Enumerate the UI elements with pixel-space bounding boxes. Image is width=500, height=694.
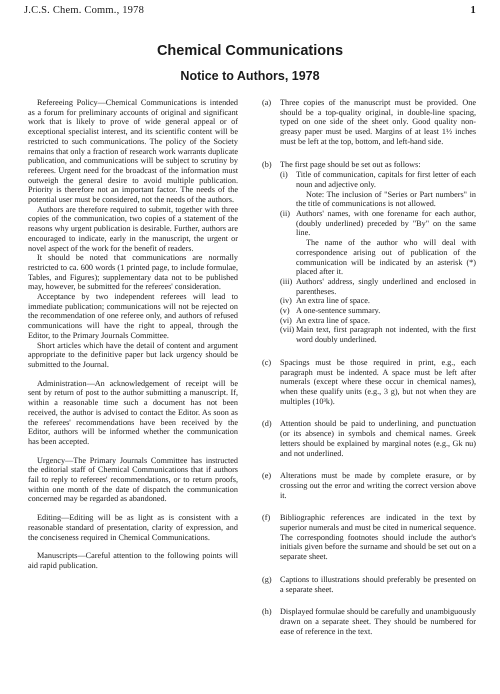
item-text: Attention should be paid to underlining, and punctuation (or its absence) in symbols and chemical names. Greek letters should be explained by marginal notes (e.g., Gk nu) and not underlined. bbox=[280, 419, 476, 458]
list-item-g bbox=[262, 575, 476, 594]
sub-item-vii bbox=[280, 325, 476, 344]
sub-item-text: Authors' names, with one forename for each author, (doubly underlined) preceded by "By" on the same line. bbox=[296, 209, 476, 238]
page-title: Chemical Communications bbox=[156, 43, 344, 59]
sub-item-v bbox=[280, 306, 476, 316]
list-item-e bbox=[262, 471, 476, 500]
item-text: Three copies of the manuscript must be provided. One should be a top-quality original, in double-line spacing, typed on one side of the sheet only. Good quality non-greasy paper must be used. Margins of at least 1½ inches must be left at the top, bottom, and left-hand side. bbox=[280, 98, 476, 146]
acceptance-paragraph: Acceptance by two independent referees will lead to immediate publication; communications will not be rejected on the recommendation of one referee only, and authors of refused communications will have the right to appeal, through the Editor, to the Primary Journals Committee. bbox=[28, 292, 238, 340]
sub-item-number: (vii) bbox=[280, 325, 295, 335]
sub-item-note: Note: The inclusion of "Series or Part numbers" in the title of communications is not allowed. bbox=[296, 189, 476, 209]
right-column bbox=[262, 98, 476, 636]
journal-citation: J.C.S. Chem. Comm., 1978 bbox=[24, 5, 145, 16]
item-label: (f) bbox=[262, 513, 271, 523]
authors-requirements-paragraph: Authors are therefore required to submit, together with three copies of the communication, two copies of a statement of the reasons why urgent publication is desirable. Further, authors are encouraged to indicate, early in the manuscript, the urgent or novel aspect of the work for the benefit of readers. bbox=[28, 204, 238, 253]
running-header bbox=[24, 5, 476, 19]
item-text: Captions to illustrations should preferably be presented on a separate sheet. bbox=[280, 574, 476, 594]
manuscripts-paragraph: Manuscripts—Careful attention to the following points will aid rapid publication. bbox=[28, 551, 238, 570]
sub-item-i bbox=[280, 170, 476, 209]
item-intro: The first page should be set out as follows: bbox=[280, 159, 421, 169]
list-item-d bbox=[262, 419, 476, 458]
list-item-f bbox=[262, 513, 476, 562]
sub-item-note: The name of the author who will deal with correspondence arising out of publication of the communication will be indicated by an asterisk (*) placed after it. bbox=[296, 238, 476, 277]
sub-item-iii bbox=[280, 277, 476, 296]
item-label: (c) bbox=[262, 357, 272, 367]
list-item-h bbox=[262, 607, 476, 636]
short-articles-paragraph: Short articles which have the detail of content and argument appropriate to the definitive paper but lack urgency should be submitted to the Journal. bbox=[28, 340, 238, 369]
item-label: (b) bbox=[262, 159, 272, 169]
sub-item-text: Authors' address, singly underlined and enclosed in parentheses. bbox=[296, 276, 476, 296]
item-label: (a) bbox=[262, 98, 272, 107]
item-text: Alterations must be made by complete erasure, or by crossing out the error and writing the correct version above it. bbox=[280, 471, 476, 500]
left-column bbox=[28, 98, 238, 571]
list-item-a bbox=[262, 98, 476, 147]
page-number: 1 bbox=[470, 5, 476, 16]
item-text: Bibliographic references are indicated in the text by superior numerals and must be cited in numerical sequence. The corresponding footnotes should include the author's initials given before the surname and should be set out on a separate sheet. bbox=[280, 513, 476, 562]
item-label: (h) bbox=[262, 607, 272, 617]
sub-item-vi bbox=[280, 316, 476, 326]
sub-item-number: (iv) bbox=[280, 296, 292, 306]
item-text: Spacings must be those required in print, e.g., each paragraph must be indented. A space must be left after numerals (except where these occur in chemical names), when these qualify units (e.g., 3 g), but not when they are multiples (10³k). bbox=[280, 357, 476, 406]
sub-item-number: (v) bbox=[280, 306, 290, 316]
sub-item-text: An extra line of space. bbox=[296, 296, 370, 306]
sub-item-iv bbox=[280, 296, 476, 306]
refereeing-policy-paragraph: Refereeing Policy—Chemical Communications is intended as a forum for preliminary accounts of original and significant work that is likely to prove of wide general appeal or of exceptional specialist interest, and its scientific content will be restricted to such communications. The policy of the Society remains that only a fraction of research work warrants duplicate publication, and communications will be subject to scrutiny by referees. Urgent need for the broadcast of the information must outweigh the general desire to avoid multiple publication. Priority is therefore not an important factor. The needs of the potential user must be considered, not the needs of the authors. bbox=[28, 98, 238, 205]
list-item-c bbox=[262, 358, 476, 407]
page-subtitle: Notice to Authors, 1978 bbox=[180, 69, 320, 83]
urgency-paragraph: Urgency—The Primary Journals Committee has instructed the editorial staff of Chemical Communications that if authors fail to reply to referees' recommendations, or to return proofs, within one month of the date of dispatch the communication concerned may be regarded as abandoned. bbox=[28, 455, 238, 504]
administration-paragraph: Administration—An acknowledgement of receipt will be sent by return of post to the author submitting a manuscript. If, within a reasonable time such a document has not been received, the author is advised to contact the Editor. As soon as the referees' recommendations have been received by the Editor, authors will be informed whether the communication has been accepted. bbox=[28, 378, 238, 446]
sub-item-text: A one-sentence summary. bbox=[296, 306, 381, 316]
item-text: Displayed formulae should be carefully and unambiguously drawn on a separate sheet. They should be numbered for ease of reference in the text. bbox=[280, 607, 476, 636]
sub-item-text: An extra line of space. bbox=[296, 315, 370, 325]
item-label: (d) bbox=[262, 419, 272, 429]
sub-item-text: Main text, first paragraph not indented, with the first word doubly underlined. bbox=[296, 325, 476, 345]
sub-item-number: (iii) bbox=[280, 276, 293, 286]
item-label: (g) bbox=[262, 574, 272, 584]
length-restriction-paragraph: It should be noted that communications are normally restricted to ca. 600 words (1 printed page, to include formulae, Tables, and Figures); supplementary data not to be published may, however, be submitted for the referees' consideration. bbox=[28, 253, 238, 292]
list-item-b bbox=[262, 160, 476, 345]
sub-item-text: Title of communication, capitals for first letter of each noun and adjective only. bbox=[296, 170, 476, 189]
sub-item-number: (ii) bbox=[280, 209, 291, 219]
sub-item-number: (vi) bbox=[280, 315, 292, 325]
sub-item-ii bbox=[280, 209, 476, 277]
sub-item-number: (i) bbox=[280, 170, 288, 180]
item-label: (e) bbox=[262, 471, 272, 481]
editing-paragraph: Editing—Editing will be as light as is consistent with a reasonable standard of presentation, clarity of expression, and the conciseness required in Chemical Communications. bbox=[28, 513, 238, 542]
